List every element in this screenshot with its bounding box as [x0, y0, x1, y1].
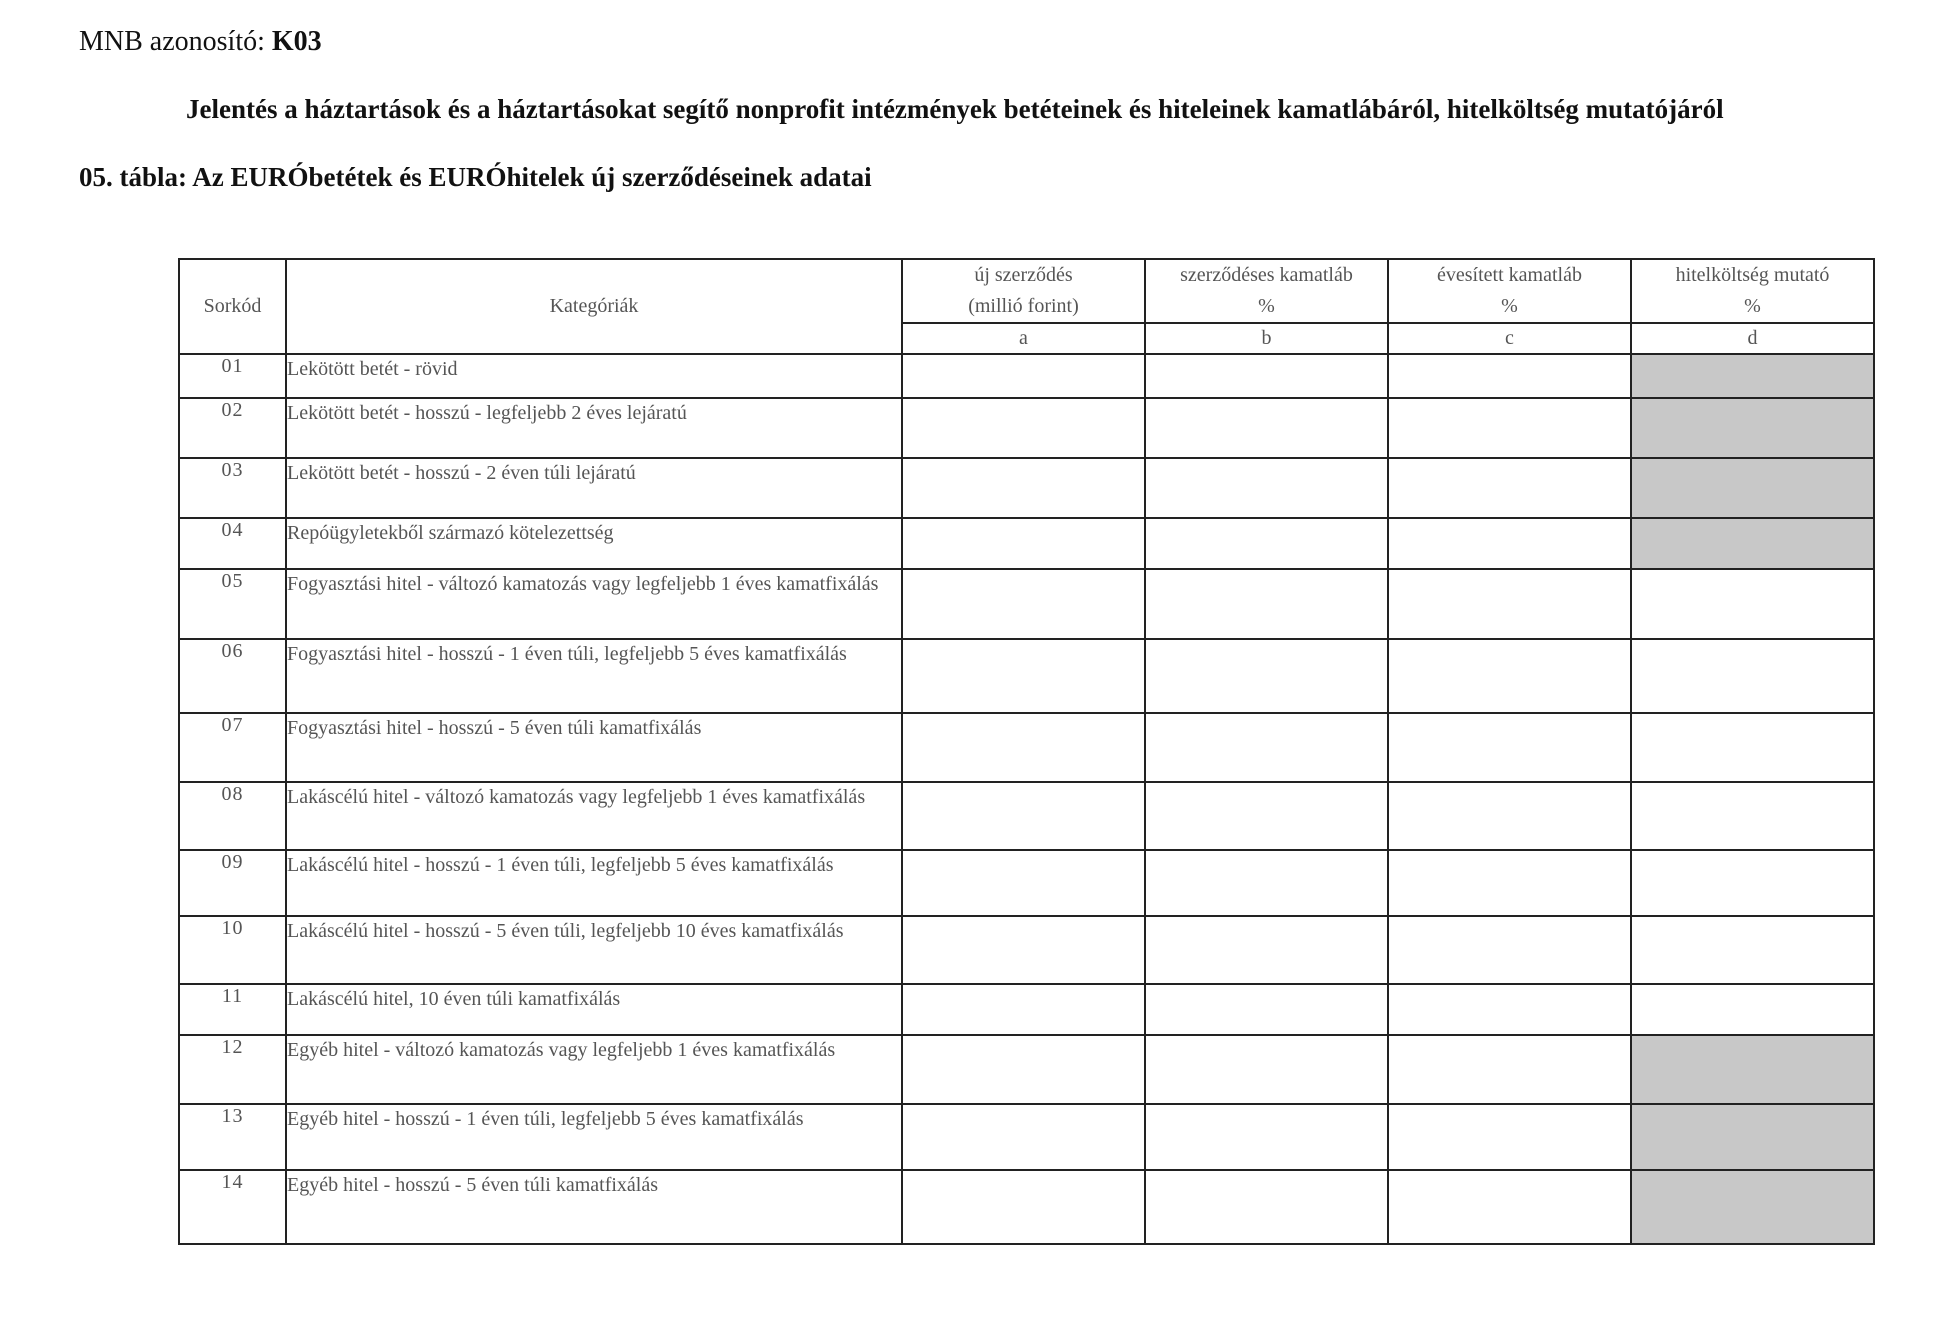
cell-a-input[interactable] [902, 458, 1145, 518]
cell-c-input[interactable] [1388, 916, 1631, 984]
cell-d-input[interactable] [1631, 713, 1874, 782]
cell-b-input[interactable] [1145, 1170, 1388, 1244]
row-code: 02 [179, 398, 286, 458]
cell-b-input[interactable] [1145, 458, 1388, 518]
cell-c-input[interactable] [1388, 850, 1631, 916]
cell-c-input[interactable] [1388, 713, 1631, 782]
header-col-c [1388, 259, 1631, 323]
header-col-c-line1: évesített kamatláb [1437, 264, 1582, 286]
cell-a-input[interactable] [902, 354, 1145, 398]
row-category: Lakáscélú hitel - hosszú - 5 éven túli, legfeljebb 10 éves kamatfixálás [286, 916, 902, 984]
data-table [178, 258, 1875, 1245]
table-body [179, 354, 1874, 1244]
cell-b-input[interactable] [1145, 1104, 1388, 1170]
cell-a-input[interactable] [902, 916, 1145, 984]
cell-b-input[interactable] [1145, 354, 1388, 398]
row-code: 03 [179, 458, 286, 518]
header-col-b-line2: % [1258, 295, 1275, 317]
cell-b-input[interactable] [1145, 518, 1388, 569]
table-row [179, 1170, 1874, 1244]
cell-d-input[interactable] [1631, 850, 1874, 916]
row-code: 12 [179, 1035, 286, 1104]
row-category: Fogyasztási hitel - változó kamatozás vagy legfeljebb 1 éves kamatfixálás [286, 569, 902, 639]
cell-d-shaded [1631, 354, 1874, 398]
mnb-identifier-code: K03 [271, 26, 322, 57]
header-letter-c: c [1388, 323, 1631, 354]
cell-c-input[interactable] [1388, 782, 1631, 850]
cell-d-input[interactable] [1631, 782, 1874, 850]
cell-b-input[interactable] [1145, 569, 1388, 639]
cell-d-shaded [1631, 1104, 1874, 1170]
cell-b-input[interactable] [1145, 850, 1388, 916]
header-col-d-line1: hitelköltség mutató [1675, 264, 1830, 286]
header-col-d-line2: % [1744, 295, 1761, 317]
row-code: 10 [179, 916, 286, 984]
row-category: Lakáscélú hitel - változó kamatozás vagy legfeljebb 1 éves kamatfixálás [286, 782, 902, 850]
header-kategoriak: Kategóriák [286, 259, 902, 354]
row-code: 14 [179, 1170, 286, 1244]
table-row [179, 984, 1874, 1035]
cell-a-input[interactable] [902, 713, 1145, 782]
header-letter-b: b [1145, 323, 1388, 354]
cell-c-input[interactable] [1388, 639, 1631, 713]
header-col-d [1631, 259, 1874, 323]
mnb-identifier [79, 26, 322, 58]
table-row [179, 1035, 1874, 1104]
row-category: Lakáscélú hitel - hosszú - 1 éven túli, legfeljebb 5 éves kamatfixálás [286, 850, 902, 916]
cell-b-input[interactable] [1145, 916, 1388, 984]
header-col-c-line2: % [1501, 295, 1518, 317]
row-code: 07 [179, 713, 286, 782]
table-row [179, 713, 1874, 782]
row-category: Egyéb hitel - hosszú - 5 éven túli kamatfixálás [286, 1170, 902, 1244]
header-sorkod: Sorkód [179, 259, 286, 354]
cell-a-input[interactable] [902, 984, 1145, 1035]
table-row [179, 1104, 1874, 1170]
table-title: 05. tábla: Az EURÓbetétek és EURÓhitelek új szerződéseinek adatai [79, 162, 872, 192]
cell-d-input[interactable] [1631, 916, 1874, 984]
table-row [179, 518, 1874, 569]
cell-b-input[interactable] [1145, 398, 1388, 458]
cell-d-shaded [1631, 398, 1874, 458]
cell-a-input[interactable] [902, 518, 1145, 569]
cell-a-input[interactable] [902, 1170, 1145, 1244]
cell-a-input[interactable] [902, 1104, 1145, 1170]
row-category: Lekötött betét - hosszú - legfeljebb 2 éves lejáratú [286, 398, 902, 458]
row-code: 13 [179, 1104, 286, 1170]
header-col-b-line1: szerződéses kamatláb [1180, 264, 1353, 286]
header-letter-a: a [902, 323, 1145, 354]
row-category: Lekötött betét - rövid [286, 354, 902, 398]
header-col-a [902, 259, 1145, 323]
row-category: Lekötött betét - hosszú - 2 éven túli lejáratú [286, 458, 902, 518]
row-category: Repóügyletekből származó kötelezettség [286, 518, 902, 569]
cell-b-input[interactable] [1145, 1035, 1388, 1104]
row-code: 04 [179, 518, 286, 569]
cell-b-input[interactable] [1145, 713, 1388, 782]
header-row [179, 259, 1874, 323]
cell-a-input[interactable] [902, 850, 1145, 916]
mnb-identifier-label: MNB azonosító: [79, 26, 265, 57]
cell-a-input[interactable] [902, 398, 1145, 458]
report-title: Jelentés a háztartások és a háztartásokat segítő nonprofit intézmények betéteinek és hiteleinek kamatlábáról, hitelköltség mutatójáról [186, 94, 1724, 124]
header-col-a-line1: új szerződés [974, 264, 1073, 286]
cell-d-input[interactable] [1631, 569, 1874, 639]
cell-d-shaded [1631, 1035, 1874, 1104]
row-code: 09 [179, 850, 286, 916]
cell-b-input[interactable] [1145, 782, 1388, 850]
cell-c-input[interactable] [1388, 1170, 1631, 1244]
header-col-b [1145, 259, 1388, 323]
table-row [179, 850, 1874, 916]
cell-c-input[interactable] [1388, 398, 1631, 458]
cell-a-input[interactable] [902, 1035, 1145, 1104]
table-row [179, 354, 1874, 398]
table-row [179, 916, 1874, 984]
cell-c-input[interactable] [1388, 984, 1631, 1035]
row-category: Egyéb hitel - hosszú - 1 éven túli, legfeljebb 5 éves kamatfixálás [286, 1104, 902, 1170]
cell-d-input[interactable] [1631, 639, 1874, 713]
cell-c-input[interactable] [1388, 518, 1631, 569]
cell-c-input[interactable] [1388, 354, 1631, 398]
cell-a-input[interactable] [902, 782, 1145, 850]
cell-b-input[interactable] [1145, 984, 1388, 1035]
table-row [179, 569, 1874, 639]
row-category: Lakáscélú hitel, 10 éven túli kamatfixálás [286, 984, 902, 1035]
cell-c-input[interactable] [1388, 1035, 1631, 1104]
header-letter-d: d [1631, 323, 1874, 354]
row-category: Fogyasztási hitel - hosszú - 5 éven túli kamatfixálás [286, 713, 902, 782]
cell-a-input[interactable] [902, 569, 1145, 639]
row-code: 08 [179, 782, 286, 850]
table-row [179, 458, 1874, 518]
cell-b-input[interactable] [1145, 639, 1388, 713]
row-category: Fogyasztási hitel - hosszú - 1 éven túli, legfeljebb 5 éves kamatfixálás [286, 639, 902, 713]
row-code: 01 [179, 354, 286, 398]
header-col-a-line2: (millió forint) [968, 295, 1079, 317]
cell-d-shaded [1631, 1170, 1874, 1244]
table-row [179, 639, 1874, 713]
table-row [179, 782, 1874, 850]
row-code: 05 [179, 569, 286, 639]
row-code: 06 [179, 639, 286, 713]
cell-c-input[interactable] [1388, 1104, 1631, 1170]
cell-d-shaded [1631, 518, 1874, 569]
table-row [179, 398, 1874, 458]
cell-a-input[interactable] [902, 639, 1145, 713]
row-category: Egyéb hitel - változó kamatozás vagy legfeljebb 1 éves kamatfixálás [286, 1035, 902, 1104]
cell-c-input[interactable] [1388, 569, 1631, 639]
row-code: 11 [179, 984, 286, 1035]
cell-c-input[interactable] [1388, 458, 1631, 518]
cell-d-input[interactable] [1631, 984, 1874, 1035]
cell-d-shaded [1631, 458, 1874, 518]
